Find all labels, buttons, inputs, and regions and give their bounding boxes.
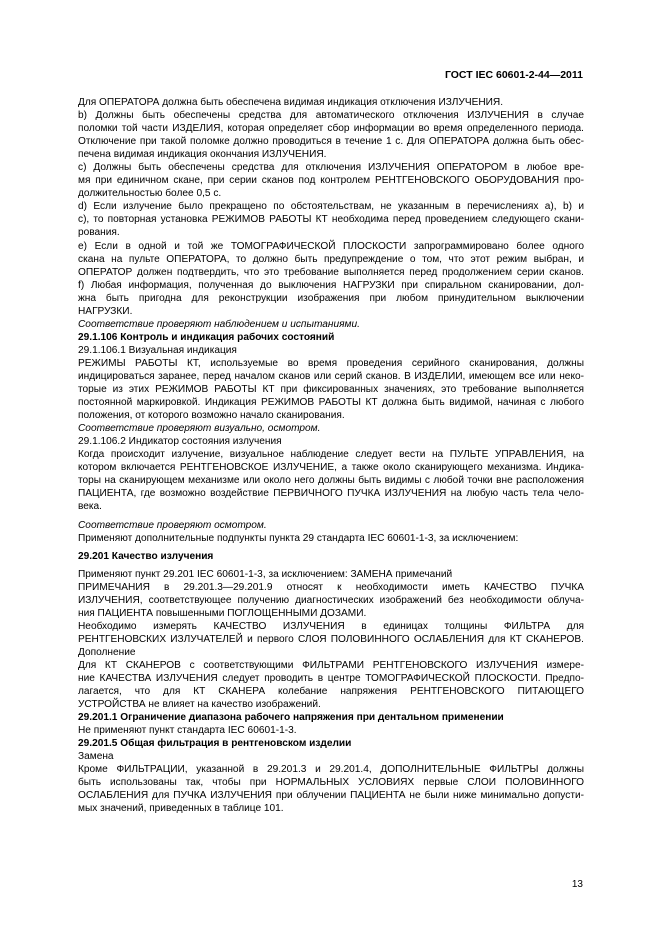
text-line: ПАЦИЕНТА, где возможно воздействие ПЕРВИЧНОГО ПУЧКА ИЗЛУЧЕНИЯ на любую часть тела чело- (78, 488, 584, 500)
text-line: b) Должны быть обеспечены средства для автоматического отключения ИЗЛУЧЕНИЯ в случае (78, 110, 584, 122)
text-line: с), то повторная установка РЕЖИМОВ РАБОТЫ КТ необходима перед проведением следующего скани- (78, 214, 584, 226)
subsection-heading: 29.1.106.2 Индикатор состояния излучения (78, 436, 282, 448)
text-line: Для ОПЕРАТОРА должна быть обеспечена видимая индикация отключения ИЗЛУЧЕНИЯ. (78, 97, 504, 108)
text-line: ОСЛАБЛЕНИЯ для ПУЧКА ИЗЛУЧЕНИЯ при облучении ПАЦИЕНТА не были ниже минимально допусти- (78, 790, 584, 802)
compliance-note: Соответствие проверяют визуально, осмотром. (78, 423, 321, 435)
text-line: УСТРОЙСТВА не влияет на качество изображений. (78, 699, 321, 711)
text-line: мя при единичном скане, при серии сканов под контролем РЕНТГЕНОВСКОГО ОБОРУДОВАНИЯ про- (78, 175, 584, 187)
text-line: торы на сканирующем механизме или около него должны быть видимы с любой точки вне расположения (78, 475, 584, 487)
text-line: жна быть пригодна для реконструкции изображения при любом принудительном выключении (78, 292, 584, 304)
text-line: мых значений, приведенных в таблице 101. (78, 803, 284, 815)
text-line: котором включается РЕНТГЕНОВСКОЕ ИЗЛУЧЕНИЕ, а также около сканирующего механизма. Индика- (78, 462, 584, 474)
text-line: Кроме ФИЛЬТРАЦИИ, указанной в 29.201.3 и 29.201.4, ДОПОЛНИТЕЛЬНЫЕ ФИЛЬТРЫ должны (78, 764, 584, 776)
text-line: РЕНТГЕНОВСКИХ ИЗЛУЧАТЕЛЕЙ и первого СЛОЯ ПОЛОВИННОГО ОСЛАБЛЕНИЯ для КТ СКАНЕРОВ. (78, 633, 584, 645)
text-line: c) Должны быть обеспечены средства для отключения ИЗЛУЧЕНИЯ ОПЕРАТОРОМ в любое вре- (78, 162, 584, 174)
document-header: ГОСТ IEC 60601-2-44—2011 (444, 69, 583, 81)
document-body (78, 96, 584, 816)
subsection-heading: 29.1.106.1 Визуальная индикация (78, 344, 237, 356)
text-line: d) Если излучение было прекращено по обстоятельствам, не указанным в перечислениях а), b) и (78, 201, 584, 213)
text-line: постоянной маркировкой. Индикация РЕЖИМОВ РАБОТЫ КТ должна быть видимой, начиная с любого (78, 397, 584, 409)
text-line: Замена (78, 751, 114, 763)
text-line: Применяют дополнительные подпункты пункта 29 стандарта IEC 60601-1-3, за исключением: (78, 532, 519, 544)
text-line: должительностью более 0,5 с. (78, 188, 222, 200)
page-number: 13 (571, 879, 583, 890)
text-line: индицироваться заранее, перед началом сканов или серий сканов. В ИЗДЕЛИИ, имеющем все или неко- (78, 370, 584, 382)
text-line: Для КТ СКАНЕРОВ с соответствующими ФИЛЬТРАМИ РЕНТГЕНОВСКОГО ИЗЛУЧЕНИЯ измере- (78, 659, 584, 671)
text-line: Необходимо измерять КАЧЕСТВО ИЗЛУЧЕНИЯ в единицах толщины ФИЛЬТРА для (78, 620, 584, 632)
text-line: быть использованы так, чтобы при НОРМАЛЬНЫХ УСЛОВИЯХ первые СЛОИ ПОЛОВИННОГО (78, 777, 584, 789)
text-line: рования. (78, 227, 120, 239)
section-heading: 29.201 Качество излучения (78, 550, 214, 562)
text-line: Применяют пункт 29.201 IEC 60601-1-3, за исключением: ЗАМЕНА примечаний (78, 568, 453, 580)
text-line: ние КАЧЕСТВА ИЗЛУЧЕНИЯ следует проводить в центре ТОМОГРАФИЧЕСКОЙ ПЛОСКОСТИ. Предпо- (78, 673, 584, 685)
text-line: лагается, что для КТ СКАНЕРА колебание напряжения РЕНТГЕНОВСКОГО ПИТАЮЩЕГО (78, 686, 584, 698)
text-line: f) Любая информация, полученная до выключения НАГРУЗКИ при спиральном сканировании, дол- (78, 279, 584, 291)
section-heading: 29.201.1 Ограничение диапазона рабочего напряжения при дентальном применении (78, 712, 504, 724)
text-line: торые из этих РЕЖИМОВ РАБОТЫ КТ при фиксированных значениях, это требование выполняется (78, 384, 584, 396)
text-line: ОПЕРАТОР должен подтвердить, что это требование выполняется перед продолжением серии сканов. (78, 266, 584, 278)
text-line: НАГРУЗКИ. (78, 305, 133, 317)
text-line: ИЗЛУЧЕНИЯ, соответствующее получению диагностических изображений без необходимости облуча- (78, 594, 584, 606)
compliance-note: Соответствие проверяют наблюдением и испытаниями. (78, 318, 360, 330)
text-line: Дополнение (78, 646, 136, 658)
compliance-note: Соответствие проверяют осмотром. (78, 519, 267, 531)
text-line: поломки той части ИЗДЕЛИЯ, которая определяет сбор информации во время определенного периода. (78, 123, 584, 135)
text-line: Отключение при такой поломке должно проводиться в течение 1 с. Для ОПЕРАТОРА должна быть обес- (78, 136, 584, 148)
text-line: положения, от которого возможно начало сканирования. (78, 410, 345, 422)
text-line: РЕЖИМЫ РАБОТЫ КТ, используемые во время проведения серийного сканирования, должны (78, 357, 584, 369)
text-line: печена видимая индикация окончания ИЗЛУЧЕНИЯ. (78, 149, 327, 161)
section-heading: 29.1.106 Контроль и индикация рабочих состояний (78, 331, 335, 343)
text-line: ния ПАЦИЕНТА повышенными ПОГЛОЩЕННЫМИ ДОЗАМИ. (78, 607, 367, 619)
text-line: века. (78, 501, 102, 513)
text-line: e) Если в одной и той же ТОМОГРАФИЧЕСКОЙ ПЛОСКОСТИ запрограммировано более одного (78, 240, 584, 252)
text-line: Не применяют пункт стандарта IEC 60601-1-3. (78, 725, 297, 737)
section-heading: 29.201.5 Общая фильтрация в рентгеновском изделии (78, 738, 352, 750)
text-line: Когда происходит излучение, визуальное наблюдение следует вести на ПУЛЬТЕ УПРАВЛЕНИЯ, на (78, 449, 584, 461)
text-line: ПРИМЕЧАНИЯ в 29.201.3—29.201.9 относят к необходимости иметь КАЧЕСТВО ПУЧКА (78, 581, 584, 593)
text-line: скана на пульте ОПЕРАТОРА, то должно быть предупреждение о том, что этот режим выбран, и (78, 253, 584, 265)
